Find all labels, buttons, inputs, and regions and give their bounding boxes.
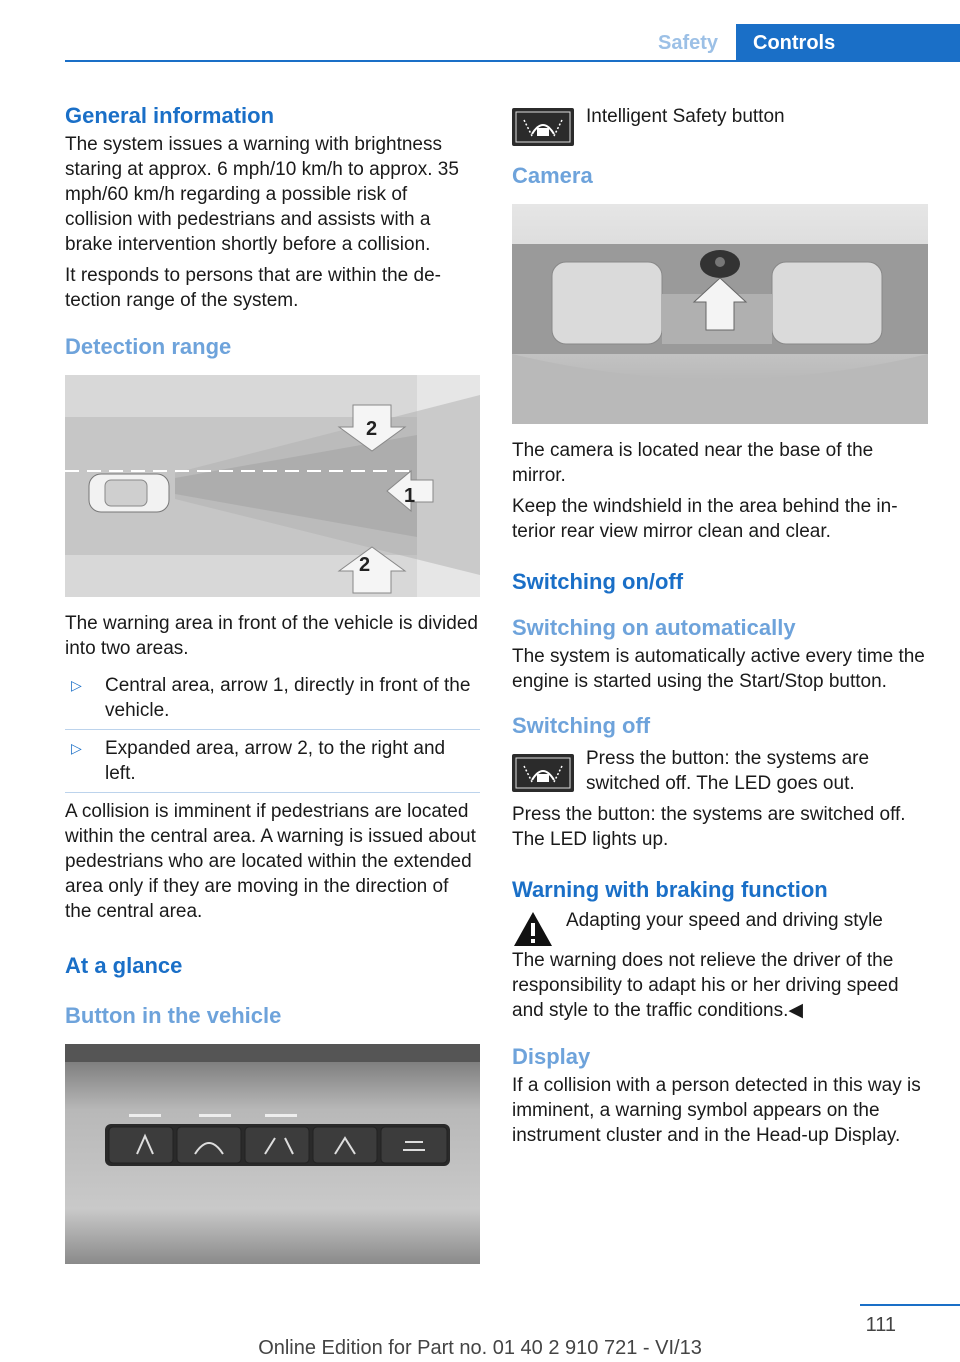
- general-information-paragraph: The system issues a warning with brightness staring at approx. 6 mph/10 km/h to approx. 35 mph/60 km/h regarding a possible risk of collision with pedestrians and assists with a brake intervention shortly before a collision.: [65, 134, 459, 255]
- bullet-triangle-icon: ▷: [71, 677, 82, 693]
- detection-range-illustration: [65, 375, 480, 597]
- edition-footer: Online Edition for Part no. 01 40 2 910 721 - VI/13: [258, 1337, 702, 1359]
- warning-braking-heading: Warning with braking function: [512, 877, 828, 902]
- intelligent-safety-label: Intelligent Safety button: [586, 106, 785, 127]
- list-item: [65, 730, 480, 793]
- detection-range-intro-paragraph: It responds to persons that are within the detection range of the system.: [65, 265, 441, 311]
- intelligent-safety-button-icon: [512, 754, 574, 792]
- detection-range-diagram: [65, 375, 480, 597]
- at-a-glance-heading: At a glance: [65, 953, 183, 978]
- button-panel-photo: [65, 1044, 480, 1264]
- right-column: [512, 100, 930, 1154]
- camera-heading: Camera: [512, 163, 593, 188]
- camera-photo: [512, 204, 928, 424]
- switching-on-automatically-heading: Switching on automatically: [512, 615, 796, 640]
- header-rule: [65, 60, 960, 62]
- page-number: 111: [865, 1314, 896, 1336]
- bullet-triangle-icon: ▷: [71, 740, 82, 756]
- display-heading: Display: [512, 1044, 591, 1069]
- collision-paragraph: A collision is imminent if pedestrians are located within the central area. A warning is issued about pedestrians who are located within the extended area only if they are moving in the direction of the central area.: [65, 801, 476, 922]
- switching-on-off-heading: Switching on/off: [512, 569, 684, 594]
- left-column: [65, 100, 480, 1264]
- bullet-text: Expanded area, arrow 2, to the right and left.: [105, 738, 446, 784]
- intelligent-safety-icon: [512, 108, 574, 146]
- braking-warning-block: [512, 908, 930, 948]
- footer-rule: [860, 1304, 960, 1306]
- arrow-label-top: 2: [366, 418, 378, 440]
- list-item: [65, 667, 480, 730]
- braking-warning-text: The warning does not relieve the driver of the responsibility to adapt his or her driving speed and style to the traffic conditions.◀: [512, 950, 899, 1021]
- switching-off-heading: Switching off: [512, 713, 651, 738]
- intelligent-safety-row: [512, 100, 930, 146]
- button-in-vehicle-heading: Button in the vehicle: [65, 1003, 282, 1028]
- camera-illustration: [512, 204, 928, 424]
- display-paragraph: If a collision with a person detected in this way is imminent, a warning symbol appears on the instrument cluster and in the Head-up Display.: [512, 1075, 921, 1146]
- switching-off-icon-text: Press the button: the systems are switched off. The LED goes out.: [586, 748, 870, 794]
- general-information-heading: General information: [65, 103, 275, 128]
- arrow-label-bottom: 2: [359, 554, 371, 576]
- camera-location-paragraph: The camera is located near the base of the mirror.: [512, 440, 874, 486]
- bullet-text: Central area, arrow 1, directly in front of the vehicle.: [105, 675, 471, 721]
- detection-range-heading: Detection range: [65, 334, 232, 359]
- arrow-label-mid: 1: [404, 485, 416, 507]
- switching-off-paragraph: Press the button: the systems are switched off. The LED lights up.: [512, 804, 906, 850]
- warning-triangle-icon: [512, 910, 554, 948]
- camera-clean-paragraph: Keep the windshield in the area behind the interior rear view mirror clean and clear.: [512, 496, 898, 542]
- switching-on-automatically-paragraph: The system is automatically active every time the engine is started using the Start/Stop button.: [512, 646, 925, 692]
- header-tab-safety: Safety: [657, 32, 719, 54]
- switching-off-row: [512, 746, 930, 802]
- button-panel-illustration: [65, 1044, 480, 1264]
- header-tab-controls: Controls: [736, 24, 960, 62]
- braking-warning-title: Adapting your speed and driving style: [566, 910, 883, 931]
- warning-area-paragraph: The warning area in front of the vehicle is divided into two areas.: [65, 613, 478, 659]
